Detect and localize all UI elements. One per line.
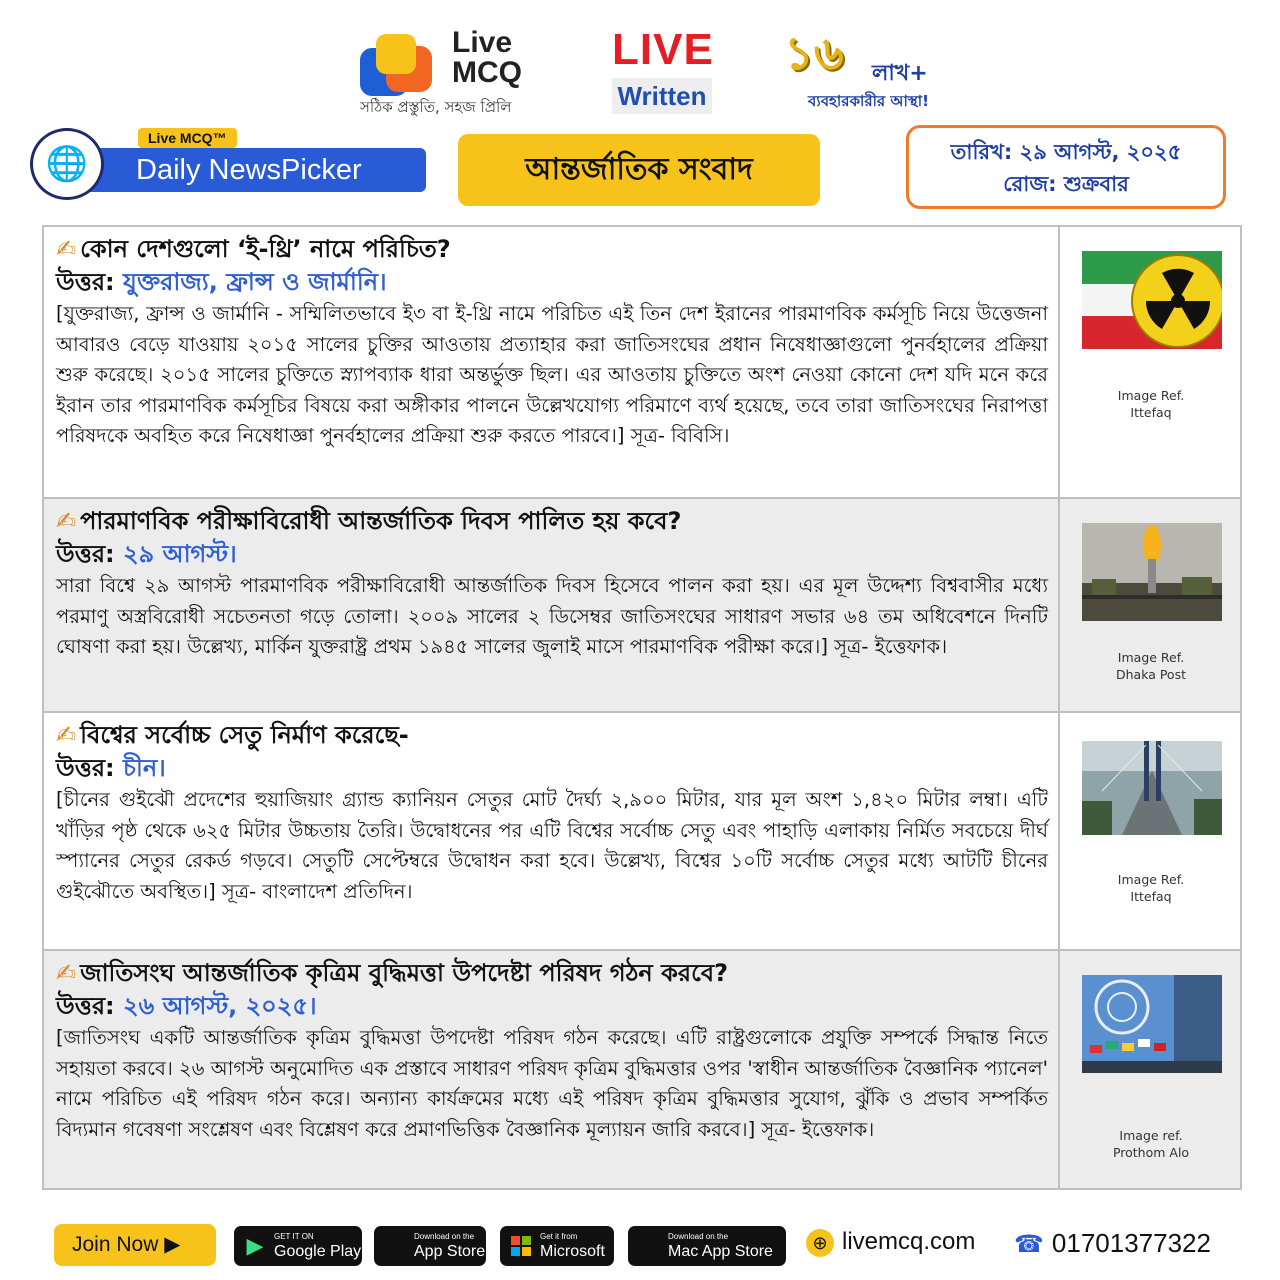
section-title: আন্তর্জাতিক সংবাদ [458, 134, 820, 206]
date-box [906, 125, 1226, 209]
image-caption: Image Ref. Dhaka Post [1115, 650, 1186, 682]
qa-item [44, 951, 1240, 1188]
website-link[interactable]: ⊕ livemcq.com [806, 1228, 975, 1257]
un-building-image [1082, 975, 1222, 1073]
answer: উত্তর: চীন। [56, 754, 166, 782]
question: ✍ জাতিসংঘ আন্তর্জাতিক কৃত্রিম বুদ্ধিমত্তা উপদেষ্টা পরিষদ গঠন করবে? [56, 959, 729, 987]
writing-hand-icon: ✍ [56, 721, 77, 749]
google-play-button[interactable]: ▶ GET IT ON Google Play [234, 1226, 362, 1266]
qa-table [42, 225, 1242, 1190]
image-caption: Image Ref. Ittefaq [1117, 388, 1185, 420]
day-line: রোজ: শুক্রবার [1003, 172, 1129, 196]
qa-item [44, 713, 1240, 951]
question: ✍ পারমাণবিক পরীক্ষাবিরোধী আন্তর্জাতিক দিবস পালিত হয় কবে? [56, 507, 682, 535]
written-label: Written [612, 78, 712, 114]
brand-row [0, 25, 1280, 120]
app-store-button[interactable]: Download on the App Store [374, 1226, 486, 1266]
image-caption: Image ref. Prothom Alo [1112, 1128, 1190, 1160]
question: ✍ বিশ্বের সর্বোচ্চ সেতু নির্মাণ করেছে- [56, 721, 409, 749]
explanation: [চীনের গুইঝৌ প্রদেশের হুয়াজিয়াং গ্র্যান্ড ক্যানিয়ন সেতুর মোট দৈর্ঘ্য ২,৯০০ মিটার, যার মূল অংশ ১,৪২০ মিটার লম্বা। এটি খাঁড়ির পৃষ্ঠ থেকে ৬২৫ মিটার উচ্চতায় তৈরি। উদ্বোধনের পর এটি বিশ্বের সর্বোচ্চ সেতু এবং পাহাড়ি এলাকায় নির্মিত সবচেয়ে দীর্ঘ স্প্যানের সেতুর রেকর্ড গড়বে। সেতুটি সেপ্টেম্বরে উদ্বোধন করা হবে। উল্লেখ্য, বিশ্বের ১০টি সর্বোচ্চ সেতুর মধ্যে আটটি চীনের গুইঝৌতে অবস্থিত।] সূত্র- বাংলাদেশ প্রতিদিন। [56, 788, 1048, 903]
google-play-icon: ▶ [246, 1233, 264, 1258]
join-now-button[interactable]: Join Now ▶ [54, 1224, 216, 1266]
daily-newspicker-logo [30, 128, 400, 200]
nuclear-iran-image [1082, 251, 1222, 349]
writing-hand-icon: ✍ [56, 507, 77, 535]
answer: উত্তর: ২৬ আগস্ট, ২০২৫। [56, 992, 317, 1020]
question: ✍ কোন দেশগুলো ‘ই-থ্রি’ নামে পরিচিত? [56, 235, 451, 263]
live-label: LIVE [612, 25, 714, 74]
qa-item [44, 227, 1240, 499]
mac-app-store-button[interactable]: Download on the Mac App Store [628, 1226, 786, 1266]
support-agent-icon: ☎ [1014, 1231, 1044, 1258]
users-count: ১৬ [784, 26, 844, 80]
explanation: [জাতিসংঘ একটি আন্তর্জাতিক কৃত্রিম বুদ্ধিমত্তা উপদেষ্টা পরিষদ গঠন করেছে। এটি রাষ্ট্রগুলোকে প্রযুক্তি সম্পর্কে সিদ্ধান্ত নিতে সহায়তা করবে। ২৬ আগস্ট অনুমোদিত এক প্রস্তাবে সাধারণ পরিষদ কৃত্রিম বুদ্ধিমত্তার ওপর 'স্বাধীন আন্তর্জাতিক বৈজ্ঞানিক প্যানেল' নামে পরিচিত এই পরিষদ গঠন করে। অন্যান্য কার্যক্রমের মধ্যে এই পরিষদ কৃত্রিম বুদ্ধিমত্তার সুযোগ, ঝুঁকি ও প্রভাব সম্পর্কিত বিদ্যমান গবেষণা সংশ্লেষণ এবং বিশ্লেষণ করে প্রমাণভিত্তিক বৈজ্ঞানিক মূল্যায়ন জারি করবে।] সূত্র- ইত্তেফাক। [56, 1026, 1048, 1141]
bridge-image [1082, 741, 1222, 835]
writing-hand-icon: ✍ [56, 959, 77, 987]
windows-icon [508, 1232, 534, 1263]
answer: উত্তর: ২৯ আগস্ট। [56, 540, 237, 568]
picker-small-label: Live MCQ™ [138, 128, 237, 148]
livemcq-logo-icon [360, 34, 440, 96]
users-tagline: ব্যবহারকারীর আস্থা! [808, 92, 930, 110]
qa-item [44, 499, 1240, 713]
picker-title: Daily NewsPicker [86, 148, 426, 192]
users-unit: লাখ+ [872, 61, 928, 86]
globe-icon: ⊕ [806, 1229, 834, 1257]
nuclear-test-image [1082, 523, 1222, 621]
footer [0, 1222, 1280, 1270]
answer: উত্তর: যুক্তরাজ্য, ফ্রান্স ও জার্মানি। [56, 268, 387, 296]
microsoft-store-button[interactable]: Get it from Microsoft [500, 1226, 614, 1266]
writing-hand-icon: ✍ [56, 235, 77, 263]
phone-number[interactable]: ☎ 01701377322 [1014, 1228, 1211, 1258]
explanation: সারা বিশ্বে ২৯ আগস্ট পারমাণবিক পরীক্ষাবিরোধী আন্তর্জাতিক দিবস হিসেবে পালন করা হয়। এর মূল উদ্দেশ্য বিশ্ববাসীর মধ্যে পরমাণু অস্ত্রবিরোধী সচেতনতা গড়ে তোলা। ২০০৯ সালের ২ ডিসেম্বর জাতিসংঘের সাধারণ সভার ৬৪ তম অধিবেশনে দিনটি ঘোষণা করা হয়। উল্লেখ্য, মার্কিন যুক্তরাষ্ট্র প্রথম ১৯৪৫ সালের জুলাই মাসে পারমাণবিক পরীক্ষা করে।] সূত্র- ইত্তেফাক। [56, 574, 1048, 659]
explanation: [যুক্তরাজ্য, ফ্রান্স ও জার্মানি - সম্মিলিতভাবে ই৩ বা ই-থ্রি নামে পরিচিত এই তিন দেশ ইরানের পারমাণবিক কর্মসূচি নিয়ে উত্তেজনা আবারও বেড়ে যাওয়ায় ২০১৫ সালের চুক্তির আওতায় প্রত্যাহার করা জাতিসংঘের প্রধান নিষেধাজ্ঞাগুলো পুনর্বহালের প্রক্রিয়া শুরু করেছে। ২০১৫ সালের চুক্তিতে স্ন্যাপব্যাক ধারা অন্তর্ভুক্ত ছিল। এর আওতায় চুক্তিতে অংশ নেওয়া কোনো দেশ যদি মনে করে ইরান তার পারমাণবিক কর্মসূচির বিষয়ে করা অঙ্গীকার পালনে উল্লেখযোগ্য পরিমাণে ব্যর্থ হয়েছে, তবে তারা জাতিসংঘের নিরাপত্তা পরিষদকে অবহিত করে নিষেধাজ্ঞা পুনর্বহালের প্রক্রিয়া শুরু করতে পারবে।] সূত্র- বিবিসি। [56, 302, 1048, 448]
livemcq-name: Live MCQ [452, 26, 522, 89]
livemcq-tagline: সঠিক প্রস্তুতি, সহজ প্রিলি [360, 98, 512, 116]
image-caption: Image Ref. Ittefaq [1117, 872, 1185, 904]
date-line: তারিখ: ২৯ আগস্ট, ২০২৫ [950, 140, 1182, 164]
globe-icon: 🌐 [30, 128, 104, 200]
